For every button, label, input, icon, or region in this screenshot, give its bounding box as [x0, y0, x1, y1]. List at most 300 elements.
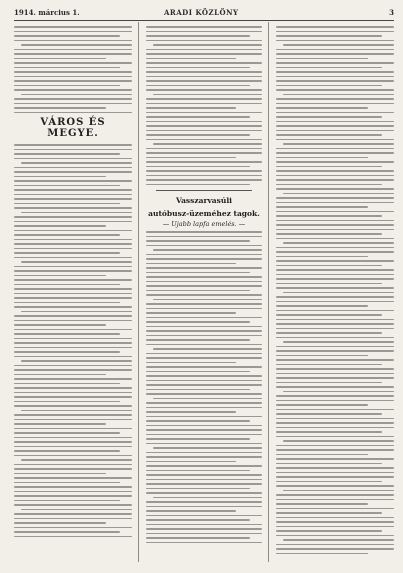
text-line — [276, 256, 368, 258]
text-line — [14, 153, 120, 155]
text-line — [146, 98, 262, 100]
text-line — [14, 53, 132, 55]
text-line — [146, 366, 262, 368]
text-line — [14, 149, 132, 151]
text-line — [276, 553, 368, 555]
text-line — [276, 148, 394, 150]
text-line — [276, 427, 394, 429]
text-line — [14, 446, 132, 448]
text-line — [276, 134, 382, 136]
text-line — [14, 351, 120, 353]
text-line — [146, 389, 250, 391]
text-line — [146, 375, 262, 377]
text-line — [14, 387, 132, 389]
text-line — [14, 522, 106, 524]
text-line — [146, 542, 262, 544]
text-line — [146, 380, 262, 382]
text-line — [276, 71, 394, 73]
text-line — [276, 395, 394, 397]
text-line — [276, 359, 394, 361]
text-line — [146, 245, 262, 247]
header-rule — [14, 20, 394, 21]
article-text — [146, 26, 262, 185]
text-line — [276, 197, 394, 199]
text-line — [14, 216, 132, 218]
article-heading: Vasszarvasúli — [175, 196, 233, 205]
text-line — [21, 94, 132, 96]
text-line — [153, 447, 262, 449]
text-line — [276, 265, 382, 267]
text-line — [14, 180, 132, 182]
text-line — [276, 121, 394, 123]
text-line — [276, 233, 382, 235]
text-line — [21, 459, 132, 461]
text-line — [14, 347, 132, 349]
text-line — [21, 410, 132, 412]
text-line — [21, 360, 132, 362]
text-line — [276, 62, 394, 64]
text-line — [14, 76, 132, 78]
text-line — [146, 294, 262, 296]
text-line — [14, 441, 132, 443]
text-line — [14, 248, 132, 250]
text-line — [14, 315, 132, 317]
text-line — [14, 306, 132, 308]
article-text — [14, 144, 132, 537]
text-line — [276, 157, 368, 159]
text-line — [146, 254, 262, 256]
text-line — [276, 49, 394, 51]
text-line — [14, 234, 120, 236]
text-line — [276, 112, 394, 114]
text-line — [276, 494, 394, 496]
text-line — [276, 202, 394, 204]
text-line — [14, 49, 132, 51]
text-line — [146, 240, 250, 242]
text-line — [146, 344, 262, 346]
text-line — [146, 470, 250, 472]
text-line — [14, 189, 132, 191]
text-line — [14, 288, 132, 290]
text-line — [146, 326, 262, 328]
text-line — [146, 339, 250, 341]
text-line — [146, 402, 262, 404]
text-line — [146, 53, 262, 55]
text-line — [14, 98, 132, 100]
text-line — [146, 524, 262, 526]
text-line — [14, 239, 132, 241]
text-line — [14, 275, 106, 277]
text-line — [276, 337, 394, 339]
text-line — [14, 419, 132, 421]
text-line — [276, 386, 394, 388]
text-line — [276, 179, 394, 181]
text-line — [146, 67, 250, 69]
text-line — [153, 398, 262, 400]
text-line — [146, 488, 250, 490]
text-line — [276, 278, 394, 280]
text-line — [146, 272, 250, 274]
text-line — [14, 365, 132, 367]
section-rule — [156, 190, 252, 191]
text-line — [146, 267, 262, 269]
text-line — [14, 401, 120, 403]
text-line — [276, 184, 382, 186]
text-line — [146, 40, 262, 42]
text-line — [283, 143, 394, 145]
text-line — [146, 321, 250, 323]
text-line — [146, 184, 250, 186]
text-line — [21, 261, 132, 263]
text-line — [146, 89, 262, 91]
text-line — [276, 476, 394, 478]
text-line — [14, 500, 120, 502]
text-line — [14, 26, 132, 28]
text-line — [276, 544, 394, 546]
text-line — [146, 506, 262, 508]
text-line — [21, 509, 132, 511]
text-line — [276, 328, 394, 330]
text-line — [14, 225, 106, 227]
text-line — [146, 148, 262, 150]
text-line — [146, 285, 262, 287]
text-line — [146, 71, 262, 73]
text-line — [276, 310, 394, 312]
text-line — [14, 89, 132, 91]
text-line — [276, 508, 394, 510]
text-line — [146, 317, 262, 319]
text-line — [146, 384, 262, 386]
text-line — [276, 409, 394, 411]
text-line — [146, 393, 262, 395]
text-line — [14, 320, 132, 322]
text-line — [283, 440, 394, 442]
text-line — [146, 157, 236, 159]
text-line — [276, 364, 382, 366]
column-1 — [14, 26, 132, 540]
text-line — [276, 458, 394, 460]
text-line — [21, 311, 132, 313]
text-line — [146, 438, 250, 440]
text-line — [276, 499, 394, 501]
text-line — [146, 407, 262, 409]
text-line — [14, 221, 132, 223]
text-line — [276, 247, 394, 249]
text-line — [146, 112, 262, 114]
text-line — [14, 185, 120, 187]
text-line — [14, 396, 132, 398]
text-line — [276, 472, 394, 474]
text-line — [146, 420, 250, 422]
text-line — [14, 243, 132, 245]
text-line — [153, 143, 262, 145]
text-line — [14, 297, 132, 299]
text-line — [276, 400, 394, 402]
text-line — [276, 35, 382, 37]
text-line — [14, 531, 120, 533]
text-line — [14, 428, 132, 430]
text-line — [146, 308, 262, 310]
text-line — [276, 175, 394, 177]
text-line — [14, 171, 132, 173]
text-line — [146, 465, 262, 467]
text-line — [276, 346, 394, 348]
text-line — [146, 103, 262, 105]
text-line — [276, 139, 394, 141]
text-line — [14, 85, 120, 87]
text-line — [14, 482, 120, 484]
text-line — [14, 198, 132, 200]
text-line — [146, 519, 250, 521]
text-line — [276, 418, 394, 420]
text-line — [146, 528, 262, 530]
text-line — [276, 166, 382, 168]
text-line — [14, 324, 106, 326]
text-line — [276, 103, 394, 105]
text-line — [146, 134, 250, 136]
text-line — [283, 193, 394, 195]
text-line — [276, 98, 394, 100]
text-line — [21, 44, 132, 46]
text-line — [276, 161, 394, 163]
text-line — [14, 103, 132, 105]
text-line — [146, 510, 236, 512]
text-line — [14, 158, 132, 160]
text-line — [146, 130, 262, 132]
text-line — [146, 416, 262, 418]
text-line — [14, 477, 132, 479]
text-line — [276, 40, 394, 42]
text-line — [14, 414, 132, 416]
article-text — [14, 26, 132, 113]
text-line — [146, 276, 262, 278]
text-line — [276, 413, 382, 415]
text-line — [276, 85, 382, 87]
text-line — [146, 335, 262, 337]
text-line — [276, 274, 394, 276]
text-line — [14, 252, 120, 254]
text-line — [14, 203, 120, 205]
text-line — [21, 162, 132, 164]
text-line — [14, 62, 132, 64]
text-line — [14, 455, 132, 457]
text-line — [276, 463, 382, 465]
text-line — [146, 31, 262, 33]
text-line — [146, 161, 262, 163]
text-line — [14, 167, 132, 169]
text-line — [146, 479, 262, 481]
text-line — [276, 206, 368, 208]
text-line — [276, 130, 394, 132]
text-line — [276, 404, 368, 406]
text-line — [276, 152, 394, 154]
text-line — [276, 481, 382, 483]
text-line — [14, 432, 120, 434]
text-line — [276, 355, 368, 357]
text-line — [276, 517, 394, 519]
text-line — [276, 220, 394, 222]
text-line — [153, 348, 262, 350]
text-line — [153, 299, 262, 301]
text-line — [146, 58, 236, 60]
text-line — [276, 76, 394, 78]
text-line — [276, 238, 394, 240]
text-line — [276, 31, 394, 33]
text-line — [276, 332, 382, 334]
text-line — [14, 527, 132, 529]
article-text — [276, 26, 394, 554]
column-divider — [138, 22, 139, 562]
text-line — [146, 125, 262, 127]
text-line — [276, 67, 382, 69]
text-line — [14, 176, 106, 178]
text-line — [146, 175, 262, 177]
text-line — [283, 341, 394, 343]
text-line — [283, 292, 394, 294]
text-line — [14, 333, 120, 335]
text-line — [276, 467, 394, 469]
text-line — [276, 125, 394, 127]
text-line — [276, 89, 394, 91]
text-line — [14, 369, 132, 371]
text-line — [14, 80, 132, 82]
text-line — [276, 431, 382, 433]
text-line — [14, 71, 132, 73]
text-line — [276, 211, 394, 213]
text-line — [14, 144, 132, 146]
text-line — [276, 526, 394, 528]
text-line — [146, 49, 262, 51]
text-line — [276, 454, 368, 456]
text-line — [276, 224, 394, 226]
text-line — [276, 251, 394, 253]
text-line — [14, 338, 132, 340]
page-number: 3 — [389, 8, 394, 17]
column-2 — [146, 26, 262, 546]
text-line — [276, 485, 394, 487]
text-line — [14, 112, 132, 114]
text-line — [14, 405, 132, 407]
text-line — [21, 212, 132, 214]
text-line — [14, 491, 132, 493]
text-line — [146, 492, 262, 494]
text-line — [14, 473, 106, 475]
newspaper-page — [14, 8, 394, 564]
text-line — [276, 296, 394, 298]
text-line — [276, 503, 368, 505]
text-line — [276, 422, 394, 424]
text-line — [276, 521, 394, 523]
text-line — [146, 483, 262, 485]
text-line — [14, 266, 132, 268]
text-line — [276, 530, 382, 532]
text-line — [146, 166, 250, 168]
text-line — [146, 411, 236, 413]
text-line — [283, 539, 394, 541]
text-line — [14, 356, 132, 358]
text-line — [276, 445, 394, 447]
text-line — [276, 323, 394, 325]
text-line — [283, 391, 394, 393]
text-line — [14, 504, 132, 506]
text-line — [14, 518, 132, 520]
text-line — [14, 67, 120, 69]
text-line — [153, 94, 262, 96]
column-3 — [276, 26, 394, 557]
text-line — [146, 121, 262, 123]
text-line — [146, 353, 262, 355]
text-line — [146, 179, 262, 181]
text-line — [276, 535, 394, 537]
text-line — [14, 468, 132, 470]
text-line — [276, 449, 394, 451]
text-line — [276, 58, 368, 60]
text-line — [14, 342, 132, 344]
text-line — [146, 170, 262, 172]
text-line — [153, 497, 262, 499]
text-line — [146, 330, 262, 332]
text-line — [14, 35, 120, 37]
text-line — [14, 207, 132, 209]
text-line — [14, 329, 132, 331]
text-line — [146, 371, 250, 373]
text-line — [276, 314, 382, 316]
text-line — [14, 58, 106, 60]
text-line — [14, 378, 132, 380]
text-line — [146, 80, 262, 82]
text-line — [276, 26, 394, 28]
text-line — [14, 230, 132, 232]
text-line — [14, 536, 132, 538]
text-line — [146, 62, 262, 64]
text-line — [146, 456, 262, 458]
text-line — [146, 362, 236, 364]
text-line — [276, 269, 394, 271]
text-line — [146, 515, 262, 517]
text-line — [146, 443, 262, 445]
text-line — [14, 40, 132, 42]
text-line — [14, 374, 106, 376]
text-line — [14, 423, 106, 425]
text-line — [283, 44, 394, 46]
text-line — [146, 461, 236, 463]
text-line — [146, 85, 250, 87]
text-line — [14, 383, 120, 385]
text-line — [14, 450, 120, 452]
text-line — [14, 437, 132, 439]
text-line — [146, 263, 236, 265]
text-line — [14, 257, 132, 259]
issue-date: 1914. március 1. — [14, 8, 80, 17]
text-line — [276, 319, 394, 321]
column-divider — [268, 22, 269, 562]
text-line — [146, 434, 262, 436]
text-line — [146, 258, 262, 260]
text-line — [276, 548, 394, 550]
text-line — [276, 368, 394, 370]
text-line — [146, 290, 250, 292]
text-line — [276, 116, 382, 118]
text-line — [146, 303, 262, 305]
text-line — [146, 139, 262, 141]
text-line — [146, 537, 250, 539]
text-line — [276, 107, 368, 109]
text-line — [276, 53, 394, 55]
text-line — [14, 194, 132, 196]
text-line — [276, 287, 394, 289]
text-line — [146, 107, 236, 109]
text-line — [276, 260, 394, 262]
